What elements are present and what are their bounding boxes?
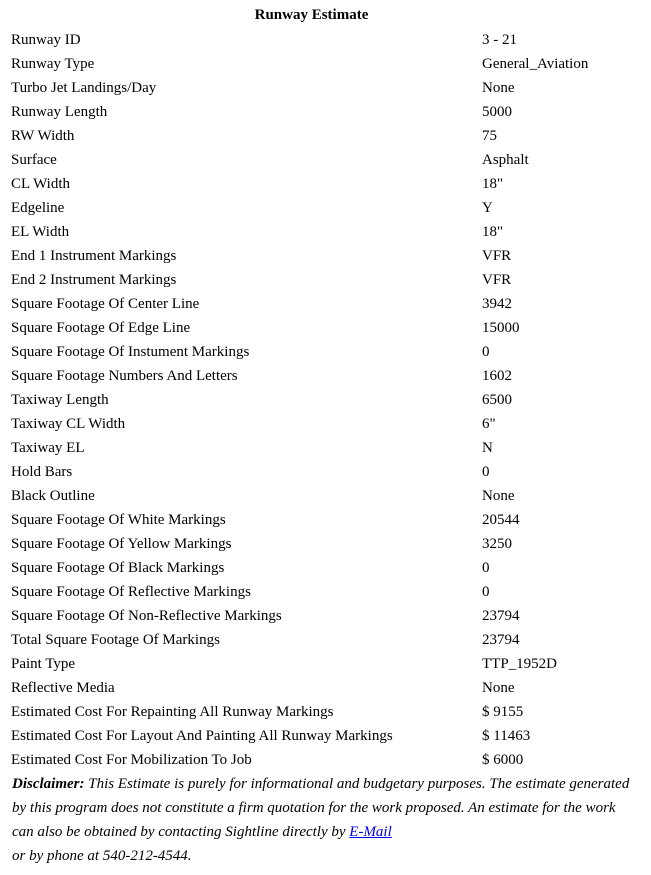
- table-row: [11, 532, 631, 556]
- row-value: 5000: [482, 104, 512, 120]
- row-value: 23794: [482, 608, 520, 624]
- table-row: [11, 748, 631, 772]
- table-row: [11, 124, 631, 148]
- disclaimer-phone-text: or by phone at 540-212-4544.: [12, 848, 192, 864]
- table-row: [11, 172, 631, 196]
- row-label: Square Footage Of White Markings: [11, 512, 226, 528]
- row-label: Hold Bars: [11, 464, 73, 480]
- table-row: [11, 676, 631, 700]
- row-label: Square Footage Of Center Line: [11, 296, 200, 312]
- row-label: Estimated Cost For Repainting All Runway Markings: [11, 704, 334, 720]
- row-label: Edgeline: [11, 200, 65, 216]
- row-value: $ 9155: [482, 704, 524, 720]
- estimate-table: [11, 28, 631, 772]
- row-label: End 2 Instrument Markings: [11, 272, 177, 288]
- row-value: None: [482, 680, 515, 696]
- table-row: [11, 700, 631, 724]
- table-row: [11, 388, 631, 412]
- table-row: [11, 364, 631, 388]
- row-label: Taxiway Length: [11, 392, 109, 408]
- row-value: 18": [482, 176, 504, 192]
- table-row: [11, 100, 631, 124]
- row-value: 3942: [482, 296, 512, 312]
- table-row: [11, 292, 631, 316]
- row-label: Surface: [11, 152, 57, 168]
- row-value: General_Aviation: [482, 56, 589, 72]
- table-row: [11, 28, 631, 52]
- page-title: Runway Estimate: [254, 7, 369, 23]
- disclaimer-label: Disclaimer:: [12, 776, 85, 792]
- row-value: VFR: [482, 248, 512, 264]
- row-value: N: [482, 440, 493, 456]
- row-value: 18": [482, 224, 504, 240]
- row-label: Black Outline: [11, 488, 95, 504]
- disclaimer-text: This Estimate is purely for informational and budgetary purposes. The estimate generated by this program does not constitute a firm quotation for the work proposed. An estimate for the work can also be obtained by contacting Sightline directly by: [12, 776, 630, 840]
- row-label: Square Footage Of Yellow Markings: [11, 536, 232, 552]
- row-value: TTP_1952D: [482, 656, 557, 672]
- row-value: Asphalt: [482, 152, 529, 168]
- row-label: Square Footage Of Black Markings: [11, 560, 225, 576]
- table-row: [11, 604, 631, 628]
- row-label: Runway Type: [11, 56, 95, 72]
- row-value: None: [482, 488, 515, 504]
- row-label: Runway ID: [11, 32, 81, 48]
- table-row: [11, 556, 631, 580]
- row-value: Y: [482, 200, 493, 216]
- row-label: Taxiway EL: [11, 440, 85, 456]
- row-value: 6": [482, 416, 496, 432]
- row-value: VFR: [482, 272, 512, 288]
- row-value: 3250: [482, 536, 512, 552]
- row-label: RW Width: [11, 128, 75, 144]
- row-value: 0: [482, 344, 490, 360]
- email-link[interactable]: E-Mail: [349, 824, 392, 840]
- row-value: 3 - 21: [482, 32, 517, 48]
- table-row: [11, 652, 631, 676]
- row-label: Taxiway CL Width: [11, 416, 126, 432]
- row-label: Square Footage Numbers And Letters: [11, 368, 238, 384]
- row-value: 15000: [482, 320, 520, 336]
- table-row: [11, 628, 631, 652]
- row-label: CL Width: [11, 176, 70, 192]
- row-label: Reflective Media: [11, 680, 115, 696]
- row-label: Estimated Cost For Mobilization To Job: [11, 752, 252, 768]
- table-row: [11, 268, 631, 292]
- table-row: [11, 412, 631, 436]
- row-value: $ 6000: [482, 752, 524, 768]
- table-row: [11, 316, 631, 340]
- row-value: None: [482, 80, 515, 96]
- table-row: [11, 580, 631, 604]
- row-label: Estimated Cost For Layout And Painting All Runway Markings: [11, 728, 393, 744]
- table-row: [11, 148, 631, 172]
- row-value: 0: [482, 584, 490, 600]
- table-row: [11, 244, 631, 268]
- row-value: 0: [482, 464, 490, 480]
- row-label: Square Footage Of Edge Line: [11, 320, 191, 336]
- row-value: 75: [482, 128, 497, 144]
- row-value: 1602: [482, 368, 512, 384]
- row-value: $ 11463: [482, 728, 531, 744]
- row-label: Turbo Jet Landings/Day: [11, 80, 157, 96]
- table-row: [11, 460, 631, 484]
- row-label: Square Footage Of Non-Reflective Markings: [11, 608, 282, 624]
- table-row: [11, 436, 631, 460]
- table-row: [11, 724, 631, 748]
- row-label: EL Width: [11, 224, 70, 240]
- row-label: End 1 Instrument Markings: [11, 248, 177, 264]
- disclaimer: [12, 772, 637, 868]
- row-value: 23794: [482, 632, 520, 648]
- row-value: 0: [482, 560, 490, 576]
- table-row: [11, 484, 631, 508]
- table-row: [11, 508, 631, 532]
- table-row: [11, 196, 631, 220]
- row-label: Total Square Footage Of Markings: [11, 632, 220, 648]
- row-label: Square Footage Of Instument Markings: [11, 344, 250, 360]
- table-row: [11, 76, 631, 100]
- row-label: Runway Length: [11, 104, 108, 120]
- table-row: [11, 52, 631, 76]
- table-row: [11, 340, 631, 364]
- row-value: 20544: [482, 512, 520, 528]
- row-value: 6500: [482, 392, 512, 408]
- table-row: [11, 220, 631, 244]
- row-label: Square Footage Of Reflective Markings: [11, 584, 251, 600]
- row-label: Paint Type: [11, 656, 76, 672]
